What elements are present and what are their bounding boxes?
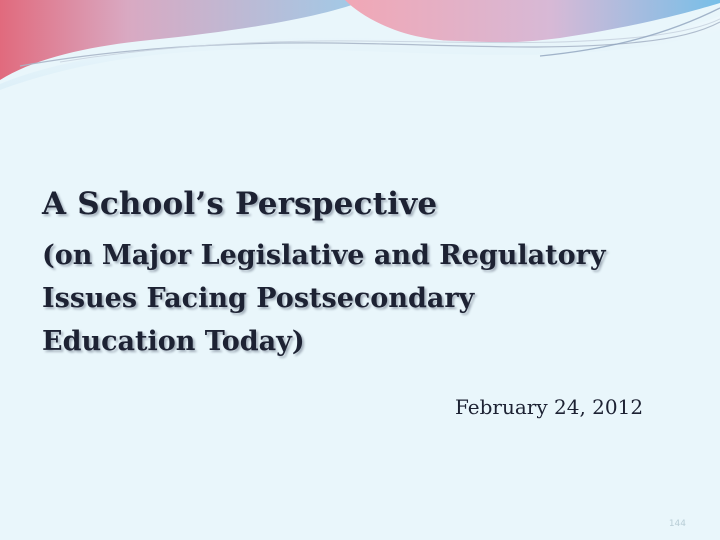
decorative-header-swoosh xyxy=(0,0,720,90)
slide-number: 144 xyxy=(668,519,686,529)
slide-subtitle xyxy=(42,234,692,363)
subtitle-line: Issues Facing Postsecondary xyxy=(42,283,475,314)
slide-title: A School’s Perspective xyxy=(42,186,438,222)
subtitle-line: (on Major Legislative and Regulatory xyxy=(42,240,606,271)
presentation-date: February 24, 2012 xyxy=(455,395,644,419)
subtitle-line: Education Today) xyxy=(42,326,305,357)
